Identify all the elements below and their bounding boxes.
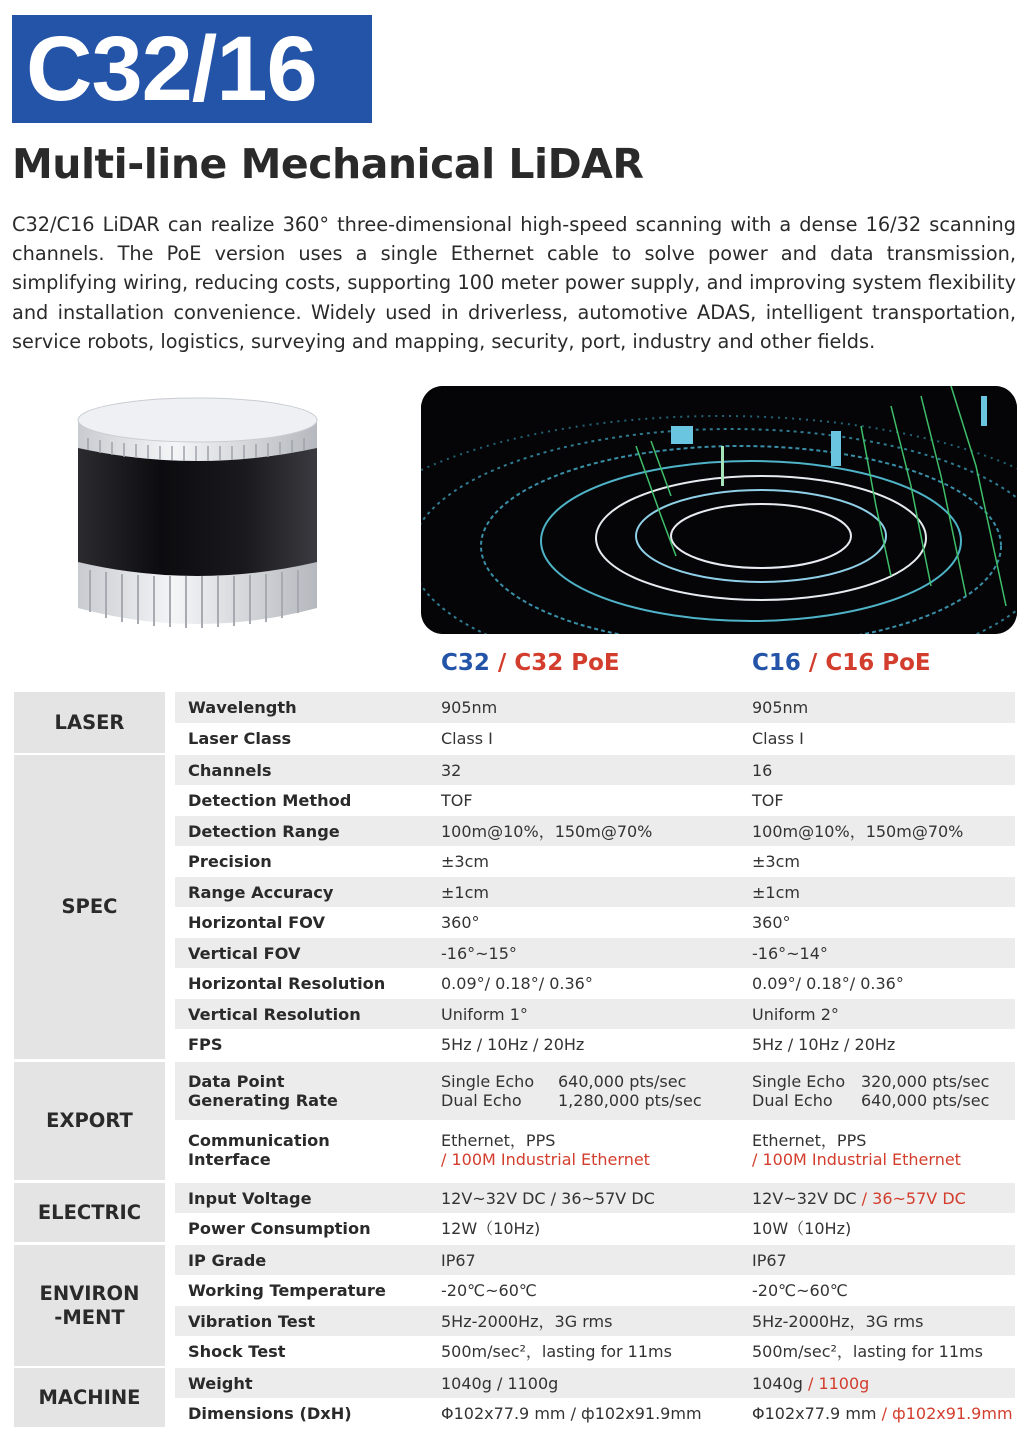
table-row-weight: Weight 1040g / 1100g 1040g / 1100g <box>175 1368 1015 1398</box>
product-description: C32/C16 LiDAR can realize 360° three-dimensional high-speed scanning with a dense 16/32 scanning channels. The PoE version uses a single Ethernet cable to solve power and data transmission, simplifying wiring, reducing costs, supporting 100 meter power supply, and improving system flexibility and installation convenience. Widely used in driverless, automotive ADAS, intelligent transportation, service robots, logistics, surveying and mapping, security, port, industry and other fields. <box>12 213 1016 353</box>
category-export: EXPORT <box>14 1062 165 1180</box>
table-row-vertical-resolution: Vertical Resolution Uniform 1° Uniform 2° <box>175 999 1015 1029</box>
table-row-detection-range: Detection Range 100m@10%，150m@70% 100m@10%，150m@70% <box>175 816 1015 846</box>
table-row-ip-grade: IP Grade IP67 IP67 <box>175 1245 1015 1275</box>
table-row-horizontal-fov: Horizontal FOV 360° 360° <box>188 913 791 932</box>
c32-separator: / <box>489 650 515 676</box>
table-row-data-point-rate: Data Point Generating Rate Single Echo 640,000 pts/sec Dual Echo 1,280,000 pts/sec Single Echo 320,000 pts/sec Dual Echo 640,000 pts/sec <box>175 1062 1015 1120</box>
category-electric: ELECTRIC <box>14 1183 165 1242</box>
table-row-fps: FPS 5Hz / 10Hz / 20Hz 5Hz / 10Hz / 20Hz <box>188 1035 896 1054</box>
table-row-communication-interface: Communication Interface Ethernet，PPS / 100M Industrial Ethernet Ethernet，PPS / 100M Industrial Ethernet <box>188 1131 961 1169</box>
table-row-channels: Channels 32 16 <box>175 755 1015 785</box>
table-row-range-accuracy: Range Accuracy ±1cm ±1cm <box>175 877 1015 907</box>
c16-separator: / <box>800 650 826 676</box>
table-row-horizontal-resolution: Horizontal Resolution 0.09°/ 0.18°/ 0.36° 0.09°/ 0.18°/ 0.36° <box>188 974 904 993</box>
product-name: Multi-line Mechanical LiDAR <box>12 140 644 188</box>
category-environment: ENVIRON -MENT <box>14 1245 165 1366</box>
point-cloud-scan-image <box>421 386 1017 634</box>
table-row-power-consumption: Power Consumption 12W（10Hz) 10W（10Hz) <box>188 1218 852 1238</box>
table-row-wavelength: Wavelength 905nm 905nm <box>175 692 1015 723</box>
table-row-laser-class: Laser Class Class I Class I <box>188 729 804 748</box>
column-header-c32 <box>441 650 620 676</box>
c16-poe-label: C16 PoE <box>825 650 931 676</box>
table-row-input-voltage: Input Voltage 12V~32V DC / 36~57V DC 12V~32V DC / 36~57V DC <box>175 1183 1015 1213</box>
model-title: C32/16 <box>26 18 317 120</box>
category-machine: MACHINE <box>14 1368 165 1427</box>
table-row-shock-test: Shock Test 500m/sec²，lasting for 11ms 500m/sec²，lasting for 11ms <box>188 1342 983 1361</box>
table-row-dimensions: Dimensions (DxH) Φ102x77.9 mm / ф102x91.9mm Φ102x77.9 mm / ф102x91.9mm <box>188 1403 1013 1423</box>
table-row-detection-method: Detection Method TOF TOF <box>188 791 784 810</box>
table-row-precision: Precision ±3cm ±3cm <box>188 852 800 871</box>
table-row-working-temperature: Working Temperature -20℃~60℃ -20℃~60℃ <box>188 1281 848 1300</box>
model-title-banner <box>12 15 372 123</box>
table-row-vibration-test: Vibration Test 5Hz-2000Hz，3G rms 5Hz-2000Hz，3G rms <box>175 1306 1015 1336</box>
c32-label: C32 <box>441 650 490 676</box>
category-laser: LASER <box>14 692 165 753</box>
category-spec: SPEC <box>14 755 165 1059</box>
table-row-vertical-fov: Vertical FOV -16°~15° -16°~14° <box>175 938 1015 968</box>
column-header-c16 <box>752 650 931 676</box>
c32-poe-label: C32 PoE <box>514 650 620 676</box>
lidar-device-image <box>70 390 325 635</box>
c16-label: C16 <box>752 650 801 676</box>
